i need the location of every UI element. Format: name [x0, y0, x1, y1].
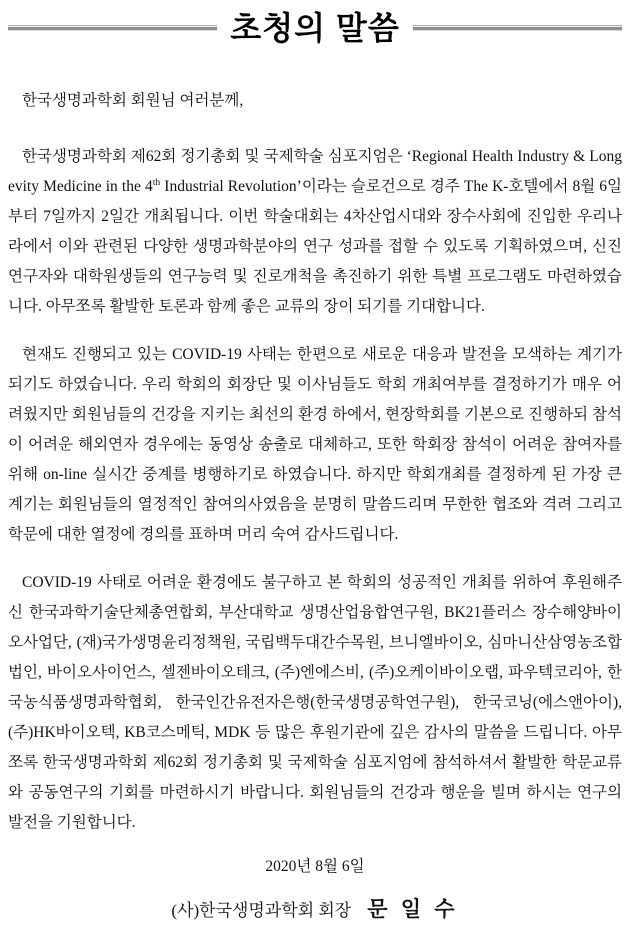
- signature-line: [8, 894, 622, 927]
- paragraph-1-text-start: 한국생명과학회 제62회 정기총회 및 국제학술 심포지엄은 ‘Regional Health Industry & Longevity Medicine in the 4: [8, 148, 622, 195]
- greeting-line: 한국생명과학회 회원님 여러분께,: [22, 92, 244, 109]
- letter-body: [8, 86, 622, 927]
- paragraph-3: COVID-19 사태로 어려운 환경에도 불구하고 본 학회의 성공적인 개최를 위하여 후원해주신 한국과학기술단체총연합회, 부산대학교 생명산업융합연구원, BK21플러스 장수해양바이오사업단, (재)국가생명윤리정책원, 국립백두대간수목원, 브니엘바이오, 심마니산삼영농조합법인, 바이오사이언스, 셀젠바이오테크, (주)엔에스비, (주)오케이바이오랩, 파우텍코리아, 한국농식품생명과학협회, 한국인간유전자은행(한국생명공학연구원), 한국코닝(에스앤아이), (주)HK바이오텍, KB코스메틱, MDK 등 많은 후원기관에 깊은 감사의 말씀을 드립니다. 아무쪼록 한국생명과학회 제62회 정기총회 및 국제학술 심포지엄에 참석하셔서 활발한 학문교류와 공동연구의 기회를 마련하시기 바랍니다. 회원님들의 건강과 행운을 빌며 하시는 연구의 발전을 기원합니다.: [8, 574, 622, 831]
- title-bar: [0, 0, 630, 46]
- title-rule-left: [8, 25, 217, 31]
- signer-name: 문 일 수: [367, 897, 459, 921]
- title-rule-right: [413, 25, 622, 31]
- ordinal-superscript: th: [152, 176, 161, 188]
- paragraph-1-text-end: Industrial Revolution’이라는 슬로건으로 경주 The K-호텔에서 8월 6일부터 7일까지 2일간 개최됩니다. 이번 학술대회는 4차산업시대와 장수사회에 진입한 우리나라에서 이와 관련된 다양한 생명과학분야의 연구 성과를 접할 수 있도록 기획하였으며, 신진연구자와 대학원생들의 연구능력 및 진로개척을 촉진하기 위한 특별 프로그램도 마련하였습니다. 아무쪼록 활발한 토론과 함께 좋은 교류의 장이 되기를 기대합니다.: [8, 178, 622, 315]
- signer-organization: (사)한국생명과학회 회장: [171, 901, 352, 920]
- paragraph-1: [8, 142, 622, 322]
- paragraph-2: 현재도 진행되고 있는 COVID-19 사태는 한편으로 새로운 대응과 발전을 모색하는 계기가 되기도 하였습니다. 우리 학회의 회장단 및 이사님들도 학회 개최여부를 결정하기가 매우 어려웠지만 회원님들의 건강을 지키는 최선의 환경 하에서, 현장학회를 기본으로 진행하되 참석이 어려운 해외연자 경우에는 동영상 송출로 대체하고, 또한 학회장 참석이 어려운 참여자를 위해 on-line 실시간 중계를 병행하기로 하였습니다. 하지만 학회개최를 결정하게 된 가장 큰 계기는 회원님들의 열정적인 참여의사였음을 분명히 말씀드리며 무한한 협조와 격려 그리고 학문에 대한 열정에 경의를 표하며 머리 숙여 감사드립니다.: [8, 346, 622, 543]
- page-title: 초청의 말씀: [230, 10, 400, 46]
- date-line: 2020년 8월 6일: [265, 858, 365, 875]
